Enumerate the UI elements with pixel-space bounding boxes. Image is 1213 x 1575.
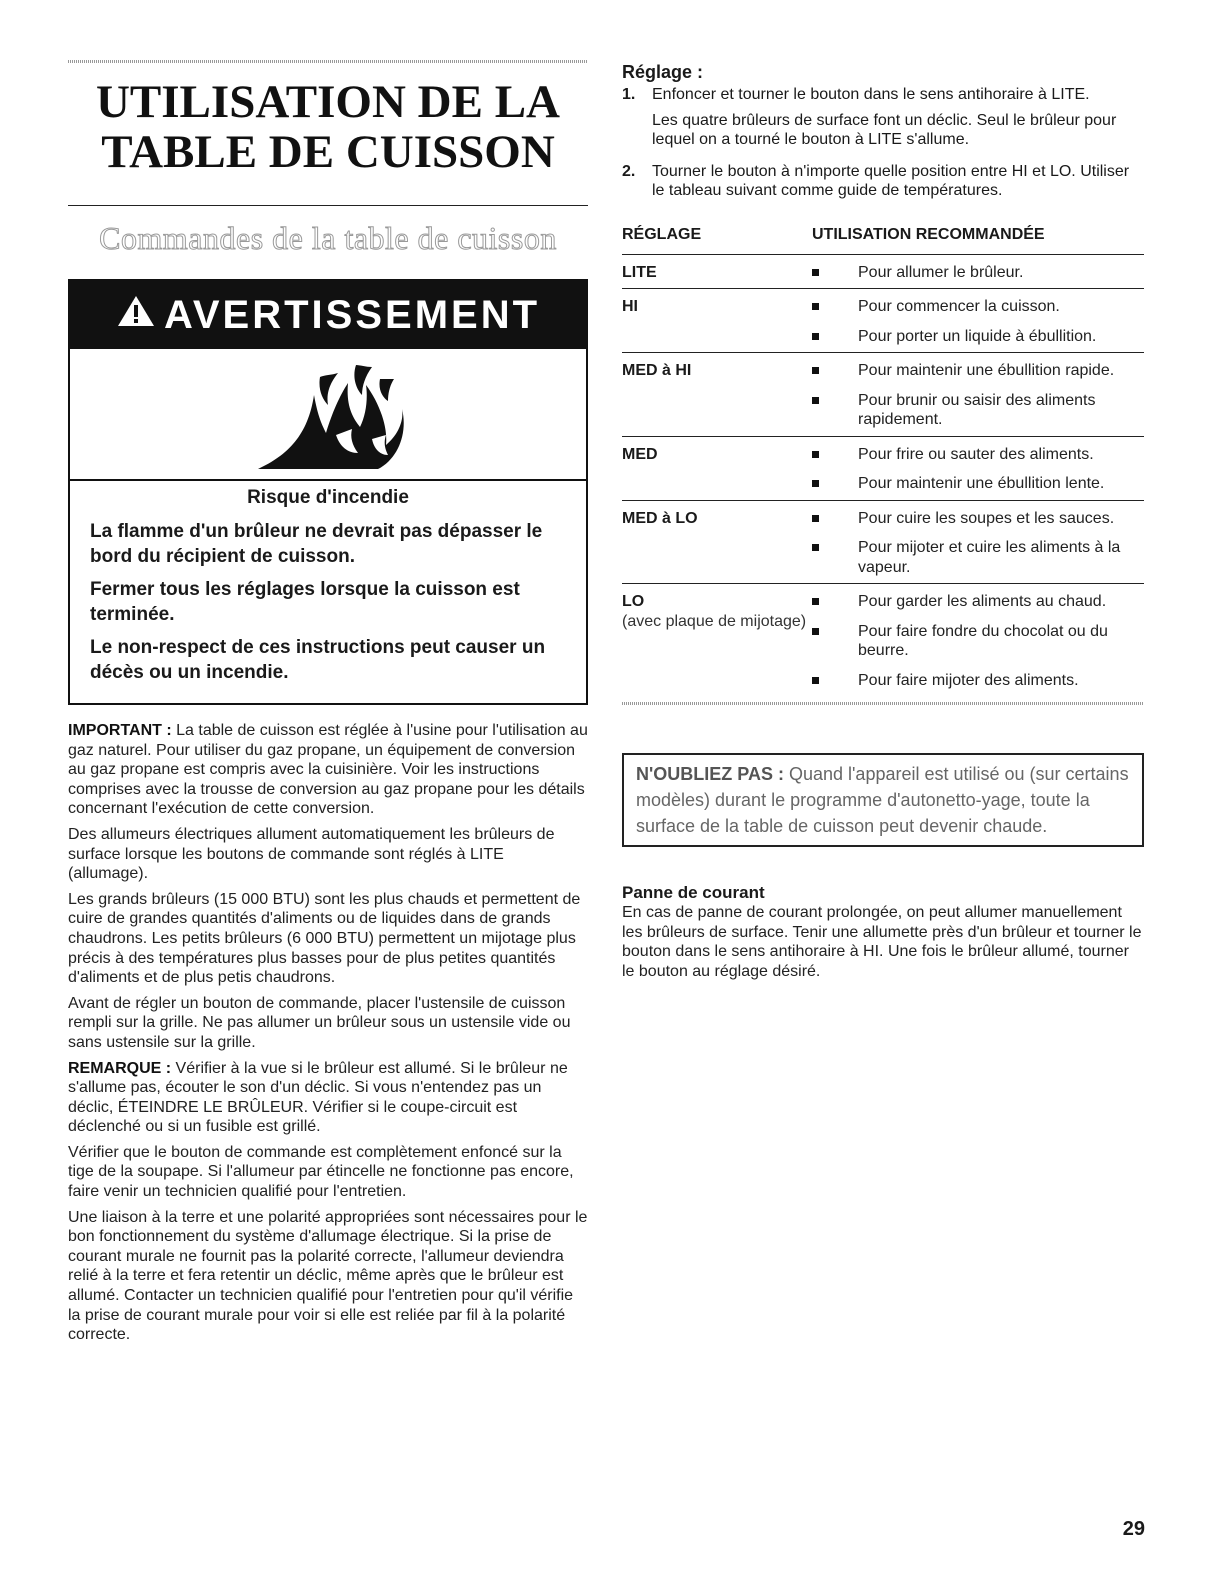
table-row (622, 289, 1144, 353)
settings-table (622, 213, 1144, 697)
title-line-1: UTILISATION DE LA (95, 76, 561, 128)
table-header-row (622, 214, 1144, 254)
table-bottom-hatch (622, 702, 1144, 705)
list-item: Pour commencer la cuisson. (812, 297, 1144, 317)
remarque-text: Vérifier à la vue si le brûleur est allumé. Si le brûleur ne s'allume pas, écouter le son d'un déclic. Si vous n'entendez pas un déclic, ÉTEINDRE LE BRÛLEUR. Vérifier si le coupe-circuit est déclenché ou si un fusible est grillé. (68, 1059, 568, 1136)
note-text: Quand l'appareil est utilisé ou (sur certains modèles) durant le programme d'autonetto-yage, toute la surface de la table de cuisson peut devenir chaude. (636, 764, 1129, 836)
warning-box (68, 279, 588, 705)
flame-icon (248, 355, 408, 473)
note-label: N'OUBLIEZ PAS : (636, 764, 784, 784)
step-1-number: 1. (622, 86, 636, 103)
left-body-text (68, 721, 588, 1345)
step-1-text-a: Enfoncer et tourner le bouton dans le sens antihoraire à LITE. (652, 86, 1090, 103)
list-item: Pour porter un liquide à ébullition. (812, 327, 1144, 347)
paragraph-verifier: Vérifier que le bouton de commande est complètement enfoncé sur la tige de la soupape. Si l'allumeur par étincelle ne fonctionne pas encore, faire venir un technicien qualifié pour l'entretien. (68, 1143, 574, 1201)
list-item: Pour garder les aliments au chaud. (812, 592, 1144, 612)
step-1-text-b: Les quatre brûleurs de surface font un déclic. Seul le brûleur pour lequel on a tourné le bouton à LITE s'allume. (652, 111, 1117, 148)
paragraph-liaison: Une liaison à la terre et une polarité appropriées sont nécessaires pour le bon fonctionnement du système d'allumage électrique. Si la prise de courant murale ne fournit pas la polarité correcte, l'allumeur deviendra relié à la terre et fera retentir un déclic, même après que le brûleur est allumé. Contacter un technicien qualifié pour l'entretien pour qu'il vérifie la prise de courant murale pour voir si elle est reliée par fil à la polarité correcte. (68, 1208, 588, 1344)
warning-risk: Risque d'incendie (247, 487, 409, 508)
warning-header (70, 281, 586, 349)
setting-cell: MED à HI (622, 362, 692, 379)
title-rule (68, 205, 588, 206)
list-item: Pour maintenir une ébullition rapide. (812, 361, 1144, 381)
step-1 (622, 85, 1144, 156)
setting-cell: HI (622, 298, 638, 315)
setting-cell: LITE (622, 263, 657, 281)
warning-header-text: AVERTISSEMENT (163, 292, 541, 337)
table-row (622, 584, 1144, 696)
list-item: Pour brunir ou saisir des aliments rapidement. (812, 391, 1144, 430)
title-line-2: TABLE DE CUISSON (101, 126, 555, 178)
step-2 (622, 162, 1144, 207)
list-item: Pour faire fondre du chocolat ou du beurre. (812, 622, 1144, 661)
page-number: 29 (1122, 1518, 1145, 1540)
warning-line-1: La flamme d'un brûleur ne devrait pas dépasser le bord du récipient de cuisson. (90, 521, 543, 567)
setting-lo: LO (622, 593, 645, 610)
setting-lo-sub: (avec plaque de mijotage) (622, 612, 807, 630)
step-2-number: 2. (622, 162, 636, 180)
flame-illustration (70, 349, 586, 481)
setting-cell (622, 584, 812, 696)
power-outage-title: Panne de courant (622, 883, 765, 902)
paragraph-allumeurs: Des allumeurs électriques allument automatiquement les brûleurs de surface lorsque les boutons de commande sont réglés à LITE (allumage). (68, 825, 555, 883)
list-item: Pour maintenir une ébullition lente. (812, 474, 1144, 494)
warning-line-2: Fermer tous les réglages lorsque la cuisson est terminée. (90, 579, 520, 625)
list-item: Pour cuire les soupes et les sauces. (812, 509, 1144, 529)
table-row (622, 501, 1144, 584)
warning-triangle-icon (116, 293, 156, 338)
setting-cell: MED (622, 445, 658, 463)
remarque-label: REMARQUE : (68, 1059, 172, 1077)
page-title (68, 77, 588, 177)
reglage-steps (622, 85, 1144, 207)
paragraph-avant: Avant de régler un bouton de commande, placer l'ustensile de cuisson rempli sur la grille. Ne pas allumer un brûleur sous un ustensile vide ou sans ustensile sur la grille. (68, 994, 571, 1051)
note-box (622, 753, 1144, 847)
right-column (622, 60, 1144, 981)
list-item: Pour allumer le brûleur. (812, 263, 1144, 283)
paragraph-important (68, 721, 588, 819)
paragraph-bruleurs: Les grands brûleurs (15 000 BTU) sont les plus chauds et permettent de cuire de grandes quantités d'aliments ou de liquides dans de grands chaudrons. Les petits brûleurs (6 000 BTU) permettent un mijotage plus précis à des températures plus basses pour de plus petites quantités d'aliments et de plus petis chaudrons. (68, 890, 581, 987)
top-hatch-rule (68, 60, 588, 63)
col-header-reglage: RÉGLAGE (622, 225, 702, 243)
table-row (622, 255, 1144, 289)
power-outage-text: En cas de panne de courant prolongée, on peut allumer manuellement les brûleurs de surface. Tenir une allumette près d'un brûleur et tourner le bouton dans le sens antihoraire à HI. Une fois le brûleur allumé, tourner le bouton au réglage désiré. (622, 904, 1142, 980)
left-column (68, 60, 588, 1351)
step-2-text: Tourner le bouton à n'importe quelle position entre HI et LO. Utiliser le tableau suivant comme guide de températures. (652, 162, 1130, 199)
col-header-utilisation: UTILISATION RECOMMANDÉE (812, 225, 1045, 243)
list-item: Pour mijoter et cuire les aliments à la vapeur. (812, 538, 1144, 577)
setting-cell: MED à LO (622, 509, 698, 527)
table-row (622, 437, 1144, 501)
table-row (622, 353, 1144, 436)
warning-line-3: Le non-respect de ces instructions peut causer un décès ou un incendie. (90, 637, 546, 683)
important-text: La table de cuisson est réglée à l'usine pour l'utilisation au gaz naturel. Pour utiliser du gaz propane, un équipement de conversion au gaz propane est compris avec la cuisinière. Voir les instructions comprises avec la trousse de conversion au gaz propane pour les détails concernant l'exécution de cette conversion. (68, 722, 588, 818)
list-item: Pour faire mijoter des aliments. (812, 671, 1144, 691)
reglage-title: Réglage : (622, 62, 704, 82)
paragraph-remarque (68, 1059, 588, 1137)
section-subtitle: Commandes de la table de cuisson (99, 220, 557, 256)
warning-body (70, 481, 586, 703)
list-item: Pour frire ou sauter des aliments. (812, 445, 1144, 465)
important-label: IMPORTANT : (68, 722, 172, 739)
